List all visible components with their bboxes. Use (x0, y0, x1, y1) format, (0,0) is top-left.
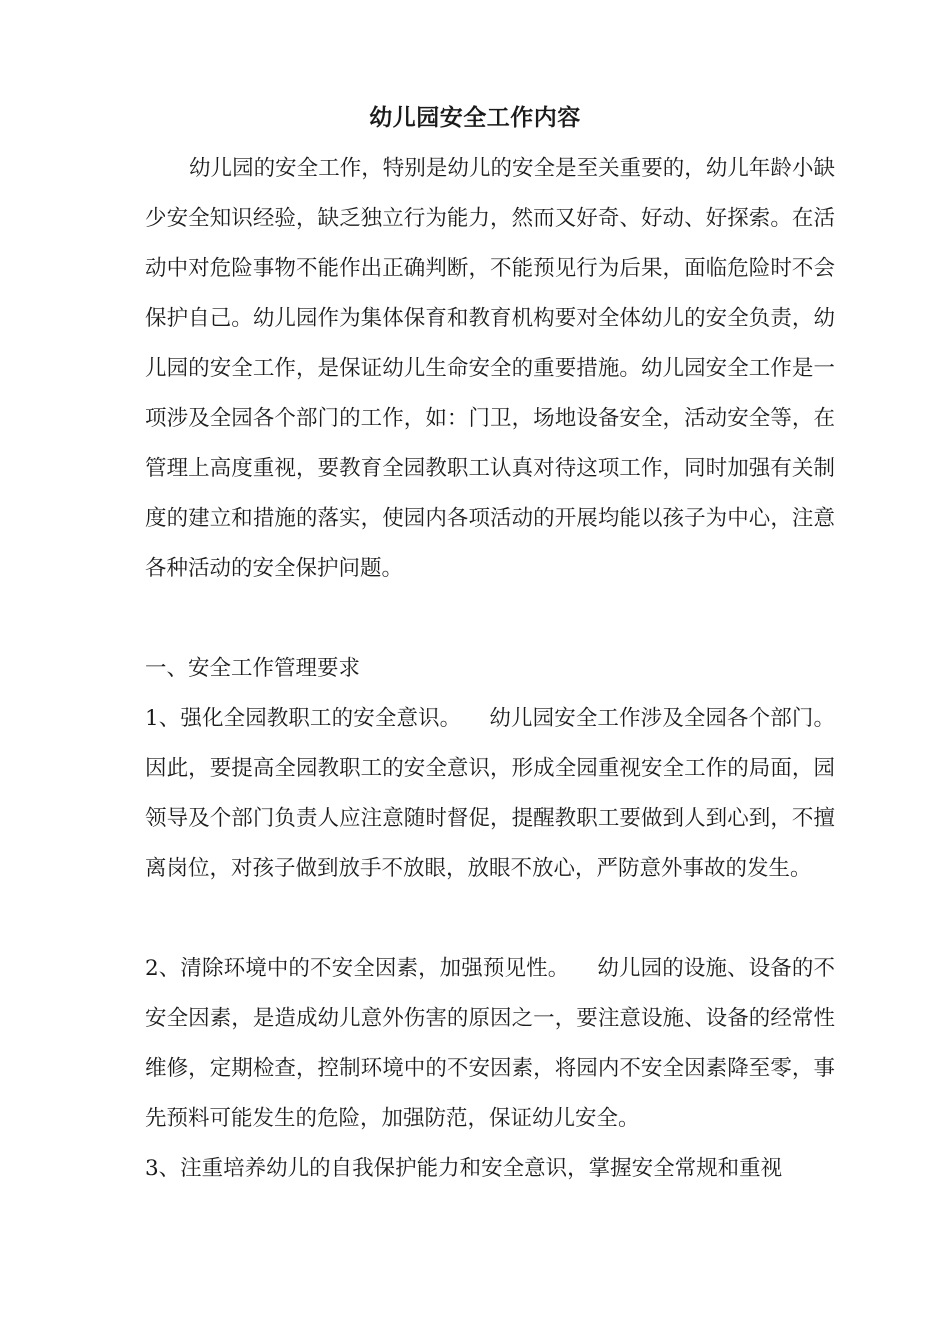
section-heading: 一、安全工作管理要求 (145, 656, 361, 681)
list-item (145, 1144, 835, 1194)
list-item (145, 694, 835, 894)
list-item-text: 幼儿园安全工作涉及全园各个部门。因此，要提高全园教职工的安全意识，形成全园重视安全工作的局面，园领导及个部门负责人应注意随时督促，提醒教职工要做到人到心到，不擅离岗位，对孩子做到放手不放眼，放眼不放心，严防意外事故的发生。 (145, 706, 835, 881)
list-item-text: 幼儿园的设施、设备的不安全因素，是造成幼儿意外伤害的原因之一，要注意设施、设备的经常性维修，定期检查，控制环境中的不安因素，将园内不安全因素降至零，事先预料可能发生的危险，加强防范，保证幼儿安全。 (145, 956, 835, 1131)
list-item-lead: 1、强化全园教职工的安全意识。 (145, 706, 462, 731)
page-title: 幼儿园安全工作内容 (369, 104, 581, 131)
list-item (145, 944, 835, 1144)
list-item-lead: 3、注重培养幼儿的自我保护能力和安全意识，掌握安全常规和重视 (145, 1156, 783, 1181)
intro-paragraph: 幼儿园的安全工作，特别是幼儿的安全是至关重要的，幼儿年龄小缺少安全知识经验，缺乏独立行为能力，然而又好奇、好动、好探索。在活动中对危险事物不能作出正确判断，不能预见行为后果，面临危险时不会保护自己。幼儿园作为集体保育和教育机构要对全体幼儿的安全负责，幼儿园的安全工作，是保证幼儿生命安全的重要措施。幼儿园安全工作是一项涉及全园各个部门的工作，如：门卫，场地设备安全，活动安全等，在管理上高度重视，要教育全园教职工认真对待这项工作，同时加强有关制度的建立和措施的落实，使园内各项活动的开展均能以孩子为中心，注意各种活动的安全保护问题。 (145, 156, 835, 581)
list-item-lead: 2、清除环境中的不安全因素，加强预见性。 (145, 956, 570, 981)
